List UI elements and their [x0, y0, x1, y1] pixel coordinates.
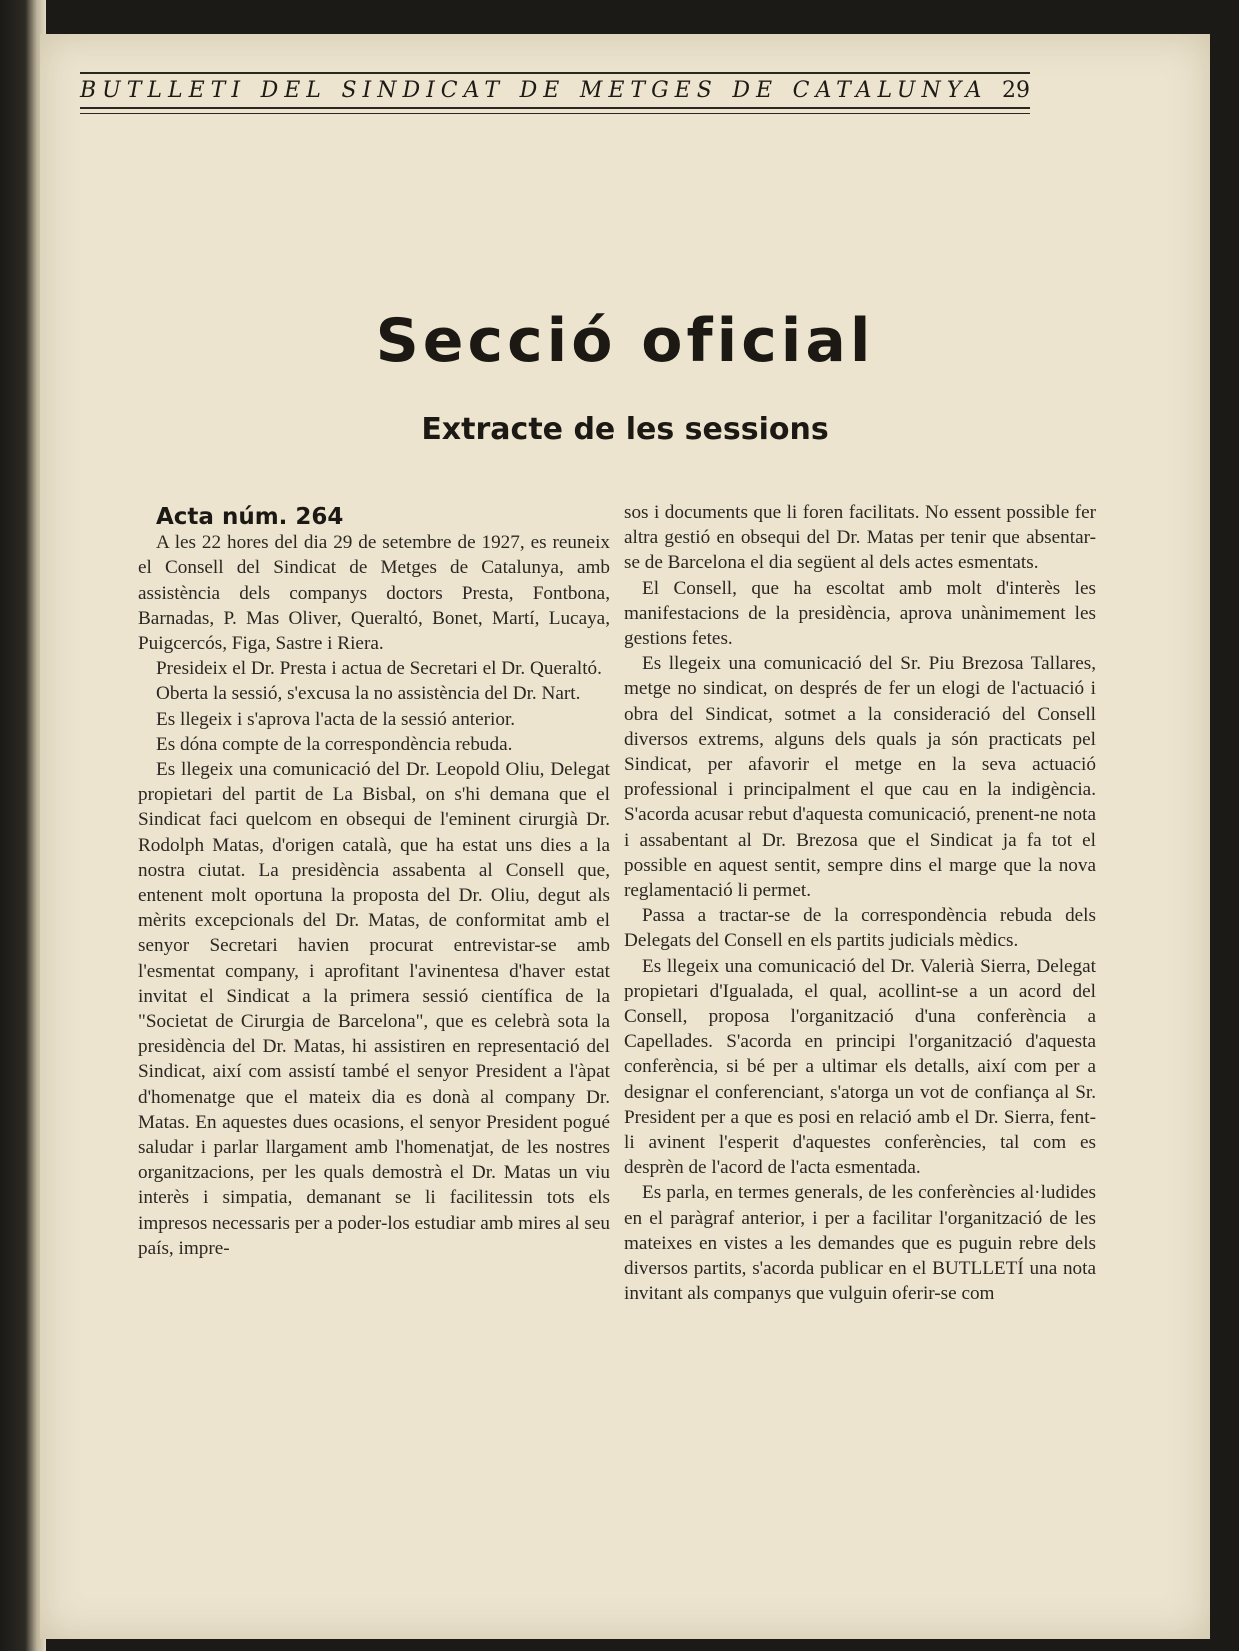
paragraph: Es llegeix una comunicació del Dr. Leopold Oliu, Delegat propietari del partit de La Bisbal, on s'hi demana que el Sindicat faci quelcom en obsequi de l'eminent cirurgià Dr. Rodolph Matas, d'origen català, que ha estat uns dies a la nostra ciutat. La presidència assabenta al Consell que, entenent molt oportuna la proposta del Dr. Oliu, degut als mèrits excepcionals del Dr. Matas, de conformitat amb el senyor Secretari havien procurat entrevistar-se amb l'esmentat company, i aprofitant l'avinentesa d'haver estat invitat el Sindicat a la primera sessió científica de la "Societat de Cirurgia de Barcelona", que es celebrà sota la presidència del Dr. Matas, hi assistiren en representació del Sindicat, així com assistí també el senyor President a l'àpat d'homenatge que el mateix dia es donà al company Dr. Matas. En aquestes dues ocasions, el senyor President pogué saludar i parlar llargament amb l'homenatjat, de les nostres organitzacions, per les quals demostrà el Dr. Matas un viu interès i simpatia, demanant se li facilitessin tots els impresos necessaris per a poder-los estudiar amb mires al seu país, impre- — [138, 759, 610, 1259]
header-word: CATALUNYA — [792, 78, 988, 103]
header-word: BUTLLETI — [80, 78, 247, 103]
right-column — [624, 500, 1096, 1307]
paragraph: Es dóna compte de la correspondència rebuda. — [156, 733, 513, 755]
paragraph: El Consell, que ha escoltat amb molt d'interès les manifestacions de la presidència, aprova unànimement les gestions fetes. — [624, 577, 1096, 650]
section-title: Secció oficial — [375, 306, 875, 376]
paragraph: Es llegeix una comunicació del Sr. Piu Brezosa Tallares, metge no sindicat, on després de fer un elogi de l'actuació i obra del Sindicat, sotmet a la consideració del Consell diversos extrems, alguns dels quals ja són practicats pel Sindicat, per afavorir el metge en la seva actuació professional i principalment el que cau en la indigència. S'acorda acusar rebut d'aquesta comunicació, prenent-ne nota i assabentant al Dr. Brezosa que el Sindicat ja fa tot el possible en aquest sentit, sempre dins el marge que la nova reglamentació li permet. — [624, 653, 1096, 902]
paragraph: Es parla, en termes generals, de les conferències al·ludides en el paràgraf anterior, i per a facilitar l'organització de les mateixes en vistes a les demandes que es puguin rebre dels diversos partits, s'acorda publicar en el BUTLLETÍ una nota invitant als companys que vulguin oferir-se com — [624, 1182, 1096, 1305]
header-word: DE — [732, 78, 779, 103]
header-word: DEL — [260, 78, 327, 103]
paragraph: Es llegeix i s'aprova l'acta de la sessió anterior. — [156, 708, 516, 730]
paragraph: Presideix el Dr. Presta i actua de Secretari el Dr. Queraltó. — [156, 658, 602, 680]
paragraph: Es llegeix una comunicació del Dr. Valerià Sierra, Delegat propietari d'Igualada, el qual, acollint-se a un acord del Consell, proposa l'organització d'una conferència a Capellades. S'acorda en principi l'organització d'aquesta conferència, si bé per a ultimar els detalls, així com per a designar el conferenciant, s'atorga un vot de confiança al Sr. President per a que es posi en relació amb el Dr. Sierra, fent-li avinent l'esperit d'aquestes conferències, tal com es desprèn de l'acord de l'acta esmentada. — [624, 955, 1096, 1179]
paragraph: sos i documents que li foren facilitats. No essent possible fer altra gestió en obsequi del Dr. Matas per tenir que absentar-se de Barcelona el dia següent al dels actes esmentats. — [624, 502, 1096, 574]
left-column — [138, 505, 610, 1261]
running-header — [80, 72, 1030, 114]
acta-heading: Acta núm. 264 — [156, 504, 344, 530]
header-title — [80, 74, 1030, 105]
paragraph: A les 22 hores del dia 29 de setembre de 1927, es reuneix el Consell del Sindicat de Metges de Catalunya, amb assistència dels companys doctors Presta, Fontbona, Barnadas, P. Mas Oliver, Queraltó, Bonet, Martí, Lucaya, Puigcercós, Figa, Sastre i Riera. — [138, 532, 610, 655]
paragraph: Oberta la sessió, s'excusa la no assistència del Dr. Nart. — [156, 683, 581, 705]
page-number: 29 — [1001, 78, 1030, 103]
header-word: METGES — [579, 78, 718, 103]
header-word: DE — [519, 78, 566, 103]
header-rule-bottom — [80, 107, 1030, 109]
paragraph: Passa a tractar-se de la correspondència rebuda dels Delegats del Consell en els partits judicials mèdics. — [624, 905, 1096, 952]
header-rule-bottom-2 — [80, 113, 1030, 114]
section-subtitle: Extracte de les sessions — [421, 412, 829, 447]
header-word: SINDICAT — [341, 78, 506, 103]
